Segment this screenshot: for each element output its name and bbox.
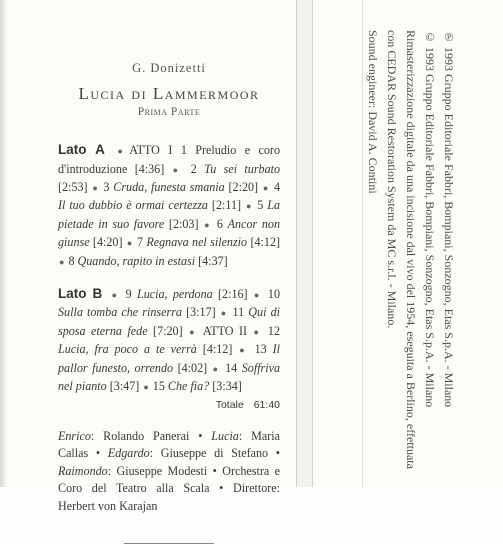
role-name: Raimondo xyxy=(58,463,108,478)
credit-line: Rimasterizzazione digitale da una incisione dal vivo del 1954, eseguita a Berlino, effettuata con CEDAR Sound Restoration System da MC s.r.l. - Milano. xyxy=(385,30,418,469)
side-b-block xyxy=(58,285,280,414)
credit-line: ℗ 1993 Gruppo Editoriale Fabbri, Bompiani, Sonzogno, Etas S.p.A. - Milano xyxy=(442,30,456,408)
track-text: 15 xyxy=(149,379,168,394)
track-text: [3:34] xyxy=(209,379,242,394)
credit-line: © 1993 Gruppo Editoriale Fabbri, Bompiani, Sonzogno, Etas S.p.A. - Milano xyxy=(423,30,437,408)
track-text: 7 xyxy=(133,235,147,250)
track-text: 9 xyxy=(120,287,137,302)
track-title: Tu sei turbato xyxy=(204,161,281,176)
track-text: [4:20] xyxy=(89,235,126,250)
bullet-icon: ● xyxy=(143,382,149,393)
bullet-icon: ● xyxy=(172,164,183,175)
track-text: 6 xyxy=(212,216,228,231)
track-title: Ancor non giunse xyxy=(58,216,281,250)
side-a-tracklist xyxy=(58,143,280,267)
bullet-icon: ● xyxy=(189,326,197,337)
bullet-icon: ● xyxy=(239,345,248,356)
total-label: Totale xyxy=(215,398,244,411)
bullet-icon: ● xyxy=(204,219,212,230)
track-text: [4:37] xyxy=(195,253,228,268)
track-title: Soffriva nel pianto xyxy=(58,360,281,394)
track-title: Cruda, funesta smania xyxy=(113,180,225,195)
track-title: Che fia? xyxy=(167,379,210,394)
track-text: [2:53] xyxy=(58,180,92,195)
track-title: La pietade in suo favore xyxy=(58,198,281,231)
credits-vertical-text xyxy=(368,30,458,470)
track-title: Il pallor funesto, orrendo xyxy=(58,342,281,375)
track-text: 13 xyxy=(248,342,273,357)
track-text: [3:17] xyxy=(181,305,220,320)
track-text: [4:12] xyxy=(247,235,281,250)
total-time: 61:40 xyxy=(253,398,280,411)
cast-text: : Giuseppe di Stefano xyxy=(149,446,276,461)
track-title: Quando, rapito in estasi xyxy=(77,253,196,268)
bullet-icon: ● xyxy=(245,201,253,212)
track-text: [2:03] xyxy=(164,216,204,231)
bullet-icon: ● xyxy=(126,238,133,249)
track-text: 11 xyxy=(228,305,249,320)
part-label: Prima Parte xyxy=(137,105,201,118)
cast-text: : Rolando Panerai xyxy=(90,428,199,443)
track-title: Il tuo dubbio è ormai certezza xyxy=(58,198,208,213)
track-text: 1 Preludio e coro d'introduzione [4:36] xyxy=(58,143,281,176)
track-text: [2:11] xyxy=(207,198,245,213)
cast-text: • xyxy=(219,481,224,496)
side-a-label: Lato A xyxy=(58,142,105,158)
bullet-icon: ● xyxy=(92,183,99,194)
opera-title: Lucia di Lammermoor xyxy=(78,84,260,104)
cast-text: • xyxy=(198,428,203,443)
track-text: 5 xyxy=(253,198,268,213)
bullet-icon: ● xyxy=(262,183,270,194)
fold-line xyxy=(312,0,313,487)
track-text: [4:12] xyxy=(196,342,239,357)
track-text: [3:47] xyxy=(106,379,143,394)
track-title: Regnava nel silenzio xyxy=(146,235,248,250)
track-text: 12 xyxy=(262,323,281,338)
tracklist-panel xyxy=(58,60,280,544)
bullet-icon: ● xyxy=(253,326,262,337)
track-text: 10 xyxy=(262,287,280,302)
cast-text: • xyxy=(212,463,217,478)
bullet-icon: ● xyxy=(59,256,65,267)
bullet-icon: ● xyxy=(212,363,220,374)
role-name: Lucia xyxy=(202,428,239,443)
track-title: Lucia, fra poco a te verrà xyxy=(58,342,197,357)
track-title: Lucia, perdona xyxy=(136,287,213,302)
track-text: 4 xyxy=(270,180,280,195)
track-text: [7:20] xyxy=(147,323,189,338)
track-text: [2:16] xyxy=(212,287,253,302)
side-b-tracklist xyxy=(58,287,280,393)
bullet-icon: ● xyxy=(253,290,262,301)
cast-text: • xyxy=(95,446,101,461)
track-text: 8 xyxy=(65,253,78,268)
track-title: Qui di sposa eterna fede xyxy=(58,305,280,338)
track-text: ATTO I xyxy=(129,143,173,158)
cast-list xyxy=(58,428,280,515)
track-text: 2 xyxy=(183,161,205,176)
cast-text: Direttore: Herbert von Karajan xyxy=(58,481,280,513)
bullet-icon: ● xyxy=(117,146,129,157)
spine-strip xyxy=(297,0,312,487)
cast-text: : Maria Callas xyxy=(58,428,280,461)
track-text: 3 xyxy=(99,180,114,195)
track-text: ATTO II xyxy=(198,323,253,338)
side-b-label: Lato B xyxy=(58,286,103,302)
role-name: Enrico xyxy=(58,428,91,443)
credit-line: Sound engineer: David A. Contini xyxy=(366,30,380,194)
bullet-icon: ● xyxy=(111,290,120,301)
composer-name: G. Donizetti xyxy=(132,61,206,75)
cast-text: : Giuseppe Modesti xyxy=(107,463,213,478)
total-duration xyxy=(58,397,280,414)
track-text: [4:02] xyxy=(173,360,212,375)
track-text: 14 xyxy=(220,360,242,375)
cast-text: Orchestra e Coro del Teatro alla Scala xyxy=(58,463,280,496)
side-a-block xyxy=(58,141,280,271)
track-text: [2:20] xyxy=(224,180,262,195)
bullet-icon: ● xyxy=(220,308,228,319)
role-name: Edgardo xyxy=(100,446,150,461)
cast-text: • xyxy=(275,446,281,461)
track-title: Sulla tomba che rinserra xyxy=(58,305,182,320)
card-edge-shadow xyxy=(0,0,6,487)
fold-line xyxy=(296,0,297,487)
